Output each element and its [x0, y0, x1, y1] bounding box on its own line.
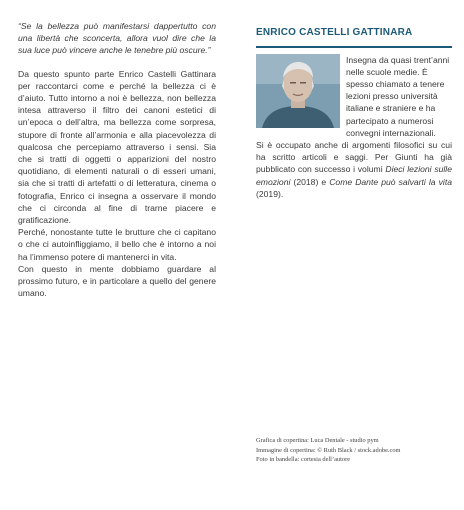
credits-block [256, 436, 456, 465]
credit-flap-photo: Foto in bandella: cortesia dell’autore [256, 456, 351, 464]
author-bio-top [256, 54, 452, 139]
blurb-paragraph-2: Perché, nonostante tutte le brutture che ci capitano o che ci autoinfliggiamo, il bello che è intorno a noi ha l’immenso potere di mantenerci in vita. [18, 227, 216, 262]
author-bio-text-3: (2019). [256, 188, 284, 199]
opening-quote: “Se la bellezza può manifestarsi dappertutto con una libertà che sconcerta, allora vuol dire che la sua luce può vincere anche le tenebre più oscure.” [18, 21, 216, 56]
blurb-column [18, 20, 216, 299]
author-bio-text-2: (2018) e [290, 176, 330, 187]
blurb-paragraph-1: Da questo spunto parte Enrico Castelli Gattinara per raccontarci come e perché la bellezza ci è d’aiuto. Tutto intorno a noi è bellezza, non bellezza intesa attraverso il filtro dei canoni estetici di un’epoca o dell’altra, ma bellezza come sorpresa, stupore di fronte all’armonia e alla piacevolezza di qualcosa che percepiamo attraverso i sensi. Sia che si tratti di oggetti o apparizioni del nostro quotidiano, di elementi naturali o di esseri umani, sia che si tratti di artefatti o di letteratura, cinema o fotografia, Enrico ci insegna a osservare il mondo che ci circonda al fine di trarne piacere e gratificazione. [18, 68, 216, 226]
author-bio-text-1: Si è occupato anche di argomenti filosofici su cui ha scritto articoli e saggi. Per Giunti ha già pubblicato con successo i volumi [256, 140, 452, 175]
author-photo [256, 54, 340, 128]
credit-cover-graphic: Grafica di copertina: Luca Dentale - studio pym [256, 437, 379, 444]
author-bio-intro: Insegna da quasi trent’anni nelle scuole medie. È spesso chiamato a tenere lezioni presso università italiane e straniere e ha partecipato a numerosi convegni internazionali. [346, 54, 450, 138]
author-divider [256, 46, 452, 47]
author-column [256, 26, 452, 200]
author-portrait-image [256, 54, 340, 128]
author-bio-rest [256, 139, 452, 200]
book-title-2: Come Dante può salvarti la vita [329, 176, 452, 187]
blurb-paragraph-3: Con questo in mente dobbiamo guardare al prossimo futuro, e in particolare a quello del genere umano. [18, 263, 216, 299]
author-name: ENRICO CASTELLI GATTINARA [256, 27, 413, 38]
book-title-1: Dieci lezioni sulle emozioni [256, 164, 452, 187]
credit-cover-image: Immagine di copertina: © Ruth Black / stock.adobe.com [256, 446, 401, 454]
